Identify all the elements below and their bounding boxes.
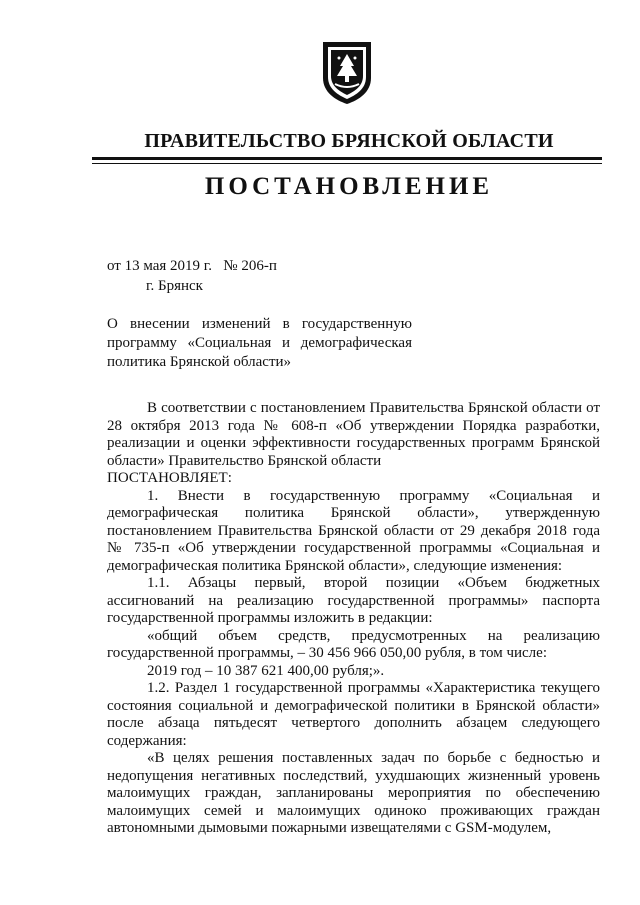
header-rule-thin bbox=[92, 163, 602, 164]
paragraph-quote-2019: 2019 год – 10 387 621 400,00 рубля;». bbox=[147, 662, 385, 679]
paragraph-quote-total: «общий объем средств, предусмотренных на реализацию государственной программы, – 30 456 966 050,00 рубля, в том числе: bbox=[107, 627, 600, 661]
paragraph-resolves: ПОСТАНОВЛЯЕТ: bbox=[107, 470, 232, 486]
paragraph-item-1-2: 1.2. Раздел 1 государственной программы «Характеристика текущего состояния социальной и демографической политики в Брянской области» после абзаца пятьдесят четвертого дополнить абзацем следующего содержания: bbox=[107, 680, 600, 749]
government-title: ПРАВИТЕЛЬСТВО БРЯНСКОЙ ОБЛАСТИ bbox=[144, 130, 554, 152]
paragraph-item-1-1: 1.1. Абзацы первый, второй позиции «Объем бюджетных ассигнований на реализацию государственной программы» паспорта государственной программы изложить в редакции: bbox=[107, 575, 600, 626]
paragraph-item-1: 1. Внести в государственную программу «Социальная и демографическая политика Брянской области», утвержденную постановлением Правительства Брянской области от 29 декабря 2018 года № 735-п «Об утверждении государственной программы «Социальная и демографическая политика Брянской области», следующие изменения: bbox=[107, 487, 600, 574]
document-type: ПОСТАНОВЛЕНИЕ bbox=[204, 173, 494, 200]
document-city: г. Брянск bbox=[146, 278, 203, 294]
document-subject: О внесении изменений в государственную программу «Социальная и демографическая политика Брянской области» bbox=[107, 316, 412, 370]
paragraph-quote-poverty: «В целях решения поставленных задач по борьбе с бедностью и недопущения негативных последствий, ухудшающих жизненный уровень малоимущих граждан, запланированы мероприятия по обеспечению малоимущих семей и малоимущих одиноко проживающих граждан автономными дымовыми пожарными извещателями с GSM-модулем, bbox=[107, 750, 600, 836]
paragraph-preamble: В соответствии с постановлением Правительства Брянской области от 28 октября 2013 года № 608-п «Об утверждении Порядка разработки, реализации и оценки эффективности государственных программ Брянской области» Правительство Брянской области bbox=[107, 400, 600, 469]
document-date-number: от 13 мая 2019 г. № 206-п bbox=[107, 258, 277, 274]
header-rule-thick bbox=[92, 157, 602, 160]
coat-of-arms-icon bbox=[317, 38, 377, 108]
document-body bbox=[107, 400, 600, 838]
